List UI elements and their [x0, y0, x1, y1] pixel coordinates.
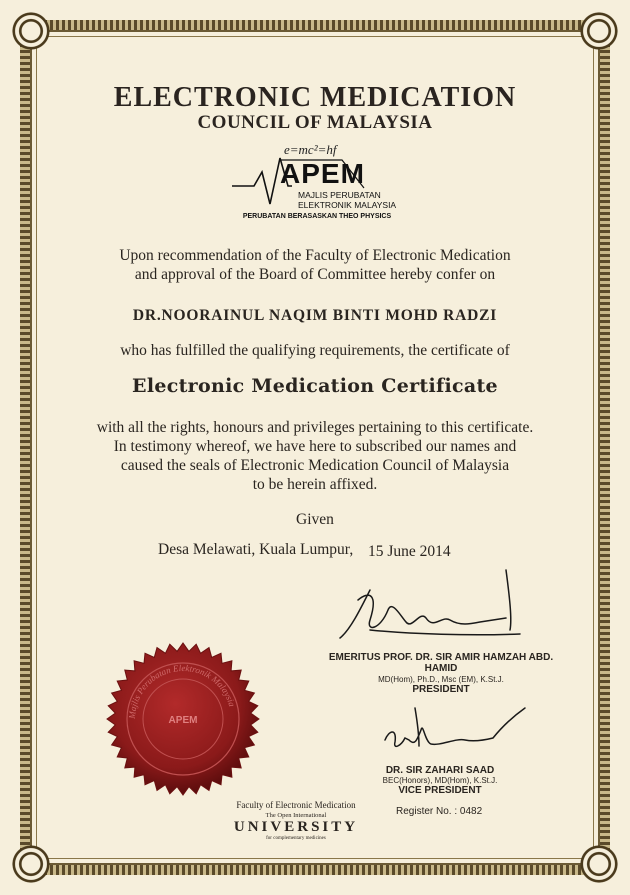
seal-ring-text: Majlis Perubatan Elektronik Malaysia	[126, 662, 238, 720]
rights-line-1: with all the rights, honours and privileges pertaining to this certificate.	[96, 419, 534, 436]
university-block	[226, 800, 366, 841]
faculty-name: Faculty of Electronic Medication	[236, 800, 356, 810]
certificate-title: ELECTRONIC MEDICATION	[113, 82, 517, 113]
logo-line1: MAJLIS PERUBATAN	[298, 190, 381, 200]
rights-line-2: In testimony whereof, we have here to subscribed our names and	[113, 438, 517, 455]
place-text: Desa Melawati, Kuala Lumpur,	[158, 541, 354, 558]
university-tagline: for complementary medicines	[266, 836, 326, 841]
intro-line-2: and approval of the Board of Committee hereby confer on	[134, 266, 496, 283]
rights-line-4: to be herein affixed.	[252, 476, 378, 493]
corner-ornament-bottom-right	[576, 841, 622, 887]
logo-line2: ELEKTRONIK MALAYSIA	[298, 200, 397, 210]
logo-tagline: PERUBATAN BERASASKAN THEO PHYSICS	[242, 213, 392, 220]
rights-line-3: caused the seals of Electronic Medication Council of Malaysia	[120, 457, 510, 474]
certificate-name: Electronic Medication Certificate	[132, 375, 498, 397]
logo-formula: e=mc²=hf	[284, 142, 337, 157]
intro-paragraph	[0, 246, 630, 284]
president-qualifications: MD(Hom), Ph.D., Msc (EM), K.St.J.	[378, 675, 504, 684]
corner-ornament-top-left	[8, 8, 54, 54]
qualifying-text: who has fulfilled the qualifying requirements, the certificate of	[120, 342, 510, 359]
vice-president-block	[360, 765, 520, 796]
president-signature	[330, 560, 530, 650]
wax-seal	[104, 640, 262, 798]
president-block	[316, 652, 566, 695]
given-label: Given	[296, 511, 334, 528]
apem-logo	[232, 142, 402, 224]
register-number: Register No. : 0482	[396, 806, 483, 817]
recipient-name: DR.NOORAINUL NAQIM BINTI MOHD RADZI	[132, 307, 498, 324]
certificate-subtitle: COUNCIL OF MALAYSIA	[197, 112, 433, 133]
corner-ornament-top-right	[576, 8, 622, 54]
vice-president-name: DR. SIR ZAHARI SAAD	[385, 765, 495, 776]
rights-paragraph	[0, 418, 630, 494]
logo-mark: APEM	[280, 158, 365, 189]
vice-president-qualifications: BEC(Honors), MD(Hom), K.St.J.	[382, 776, 498, 785]
open-international: The Open International	[265, 812, 327, 819]
vice-president-signature	[375, 700, 535, 760]
intro-line-1: Upon recommendation of the Faculty of Electronic Medication	[119, 247, 511, 264]
corner-ornament-bottom-left	[8, 841, 54, 887]
date-text: 15 June 2014	[368, 543, 451, 560]
university-wordmark: UNIVERSITY	[233, 819, 359, 835]
president-title: PRESIDENT	[412, 684, 470, 695]
president-name: EMERITUS PROF. DR. SIR AMIR HAMZAH ABD. HAMID	[328, 652, 554, 674]
vice-president-title: VICE PRESIDENT	[398, 785, 482, 796]
seal-center-text: APEM	[168, 715, 198, 726]
